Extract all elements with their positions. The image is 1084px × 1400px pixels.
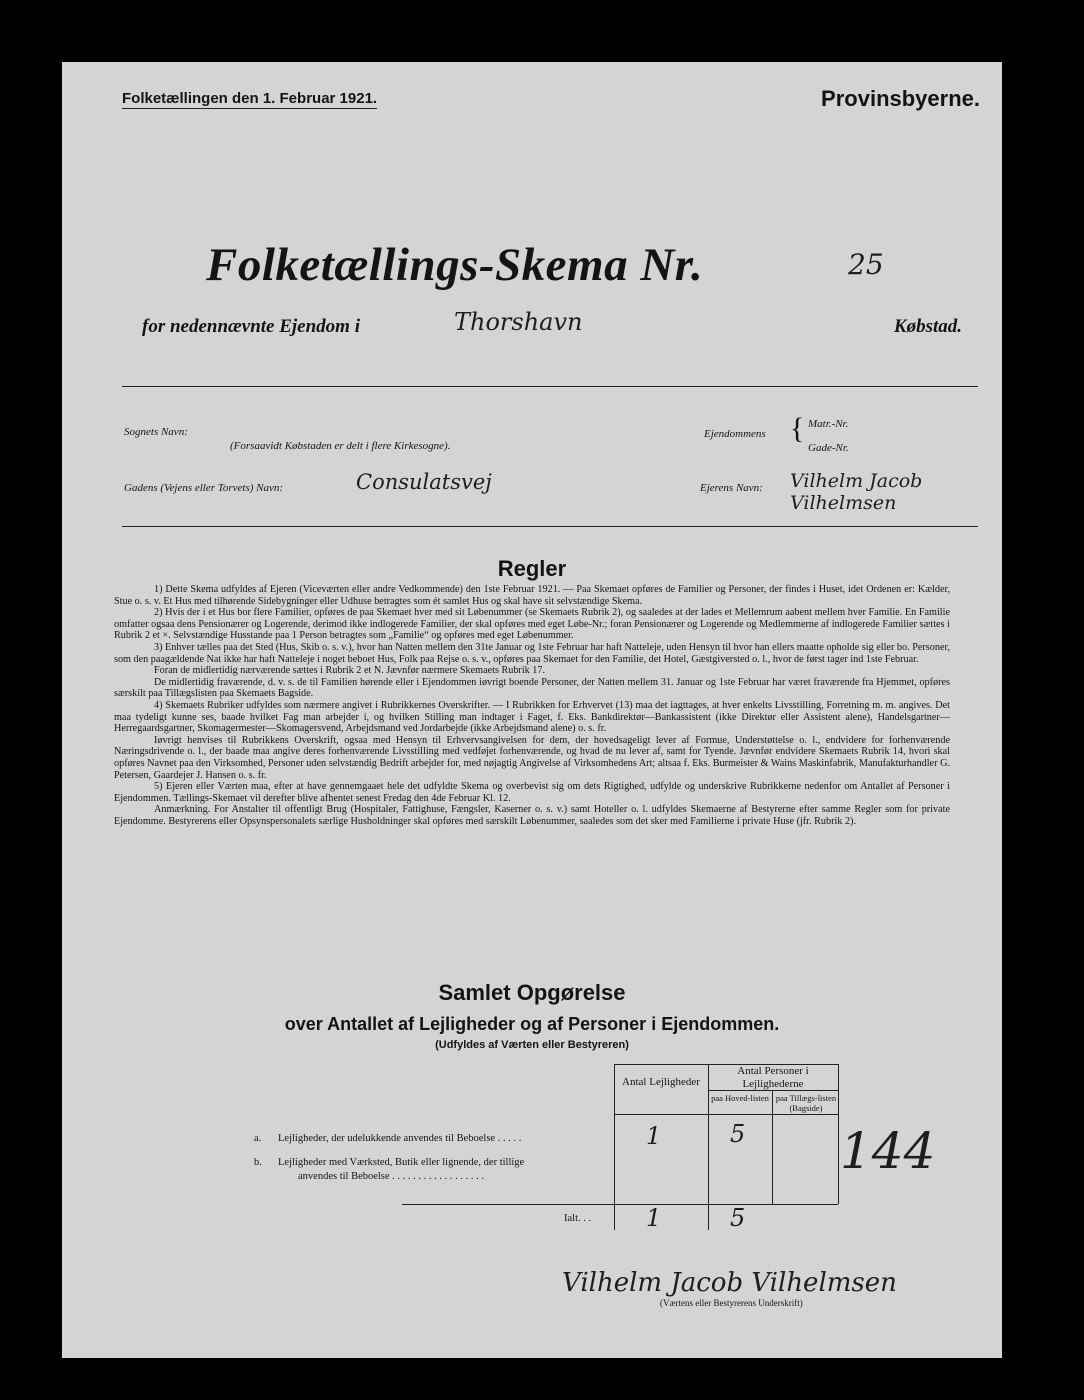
col-lejligheder-header: Antal Lejligheder — [622, 1076, 700, 1088]
census-date-header: Folketællingen den 1. Februar 1921. — [122, 90, 378, 107]
sogn-note: (Forsaavidt Købstaden er delt i flere Kirkesogne). — [230, 440, 451, 452]
form-number: 25 — [848, 248, 884, 281]
regler-heading: Regler — [497, 556, 567, 581]
row-b-label: Lejligheder med Værksted, Butik eller lignende, der tillige — [278, 1157, 525, 1168]
summary-note: (Udfyldes af Værten eller Bestyreren) — [435, 1039, 629, 1051]
margin-note: 144 — [840, 1122, 936, 1180]
regler-paragraph: De midlertidig fraværende, d. v. s. de til Familien hørende eller i Ejendommen iøvrigt boende Personer, der Natten mellem 31. Januar og 1ste Februar har været fraværende fra Hjemmet, opføres særskilt paa Tillægslisten paa Skemaets Bagside. — [114, 676, 950, 700]
regler-paragraph: Anmærkning. For Anstalter til offentligt Brug (Hospitaler, Fattighuse, Fængsler, Kaserner o. s. v.) samt Hoteller o. l. udfyldes Skemaerne af Bestyrerne efter samme Regler som for private Ejendomme. Bestyrerens eller Opsynspersonalets særlige Husholdninger skal opføres med særskilt Løbenummer, saaledes som det sker med Familierne i private Huse (jfr. Rubrik 2). — [114, 804, 950, 827]
census-form — [62, 62, 1002, 1358]
row-a-letter: a. — [254, 1133, 262, 1144]
summary-title: Samlet Opgørelse — [438, 980, 626, 1005]
town-name: Thorshavn — [454, 308, 583, 336]
summary-table — [242, 1064, 842, 1230]
table-line — [614, 1114, 838, 1115]
row-b-letter: b. — [254, 1157, 262, 1168]
summary-subtitle: over Antallet af Lejligheder og af Personer i Ejendommen. — [284, 1014, 780, 1034]
signature: Vilhelm Jacob Vilhelmsen — [562, 1268, 897, 1298]
matr-label: Matr.-Nr. — [808, 418, 849, 430]
total-label: Ialt. . . — [564, 1213, 592, 1224]
ejer-value: Vilhelm Jacob Vilhelmsen — [790, 470, 923, 514]
gade-nr-label: Gade-Nr. — [808, 442, 849, 454]
regler-paragraph: 5) Ejeren eller Værten maa, efter at have gennemgaaet hele det udfyldte Skema og overbevist sig om dets Rigtighed, udfylde og underskrive Rubrikkerne nedenfor om Antallet af Personer i Ejendommen. Tællings-Skemaet vil derefter blive afhentet senest Fredag den 4de Februar Kl. 12. — [114, 781, 950, 804]
ejendom-label: Ejendommens — [704, 428, 766, 440]
divider-bottom — [122, 526, 978, 527]
total-lejligheder: 1 — [646, 1204, 662, 1232]
form-title: Folketællings-Skema Nr. — [206, 239, 704, 291]
table-line — [402, 1204, 838, 1205]
col-hovedlisten-header: paa Hoved-listen — [711, 1093, 769, 1103]
region-header: Provinsbyerne. — [821, 86, 980, 111]
form-subtitle: for nedennævnte Ejendom i — [142, 316, 360, 337]
kobstad-label: Købstad. — [893, 316, 962, 337]
regler-paragraph: 3) Enhver tælles paa det Sted (Hus, Skib o. s. v.), hvor han Natten mellem den 31te Januar og 1ste Februar har haft Natteleje, uden Hensyn til hvor han ellers maatte opholde sig eller bo. Personer, som den paagældende Nat ikke har haft Natteleje i noget beboet Hus, Folk paa Rejse o. s. v., opføres paa Skemaet for den Familie, det Hotel, Gæstgiversted o. l., hvor de først tager ind 1ste Februar. — [114, 641, 950, 665]
regler-paragraph: Iøvrigt henvises til Rubrikkens Overskrift, ogsaa med Hensyn til Erhvervsangivelsen for dem, der hovedsageligt lever af Formue, Understøttelse o. l., endvidere for forhenværende Næringsdrivende o. l., der baade maa angive deres forhenværende Livsstilling med vedføjet forhenværende, og hvad de nu lever af, samt for Tyende. Jævnfør endvidere Skemaets Rubrik 14, hvori skal opføres Navnet paa den Virksomhed, Personer uden selvstændig Bedrift arbejder for, med nøjagtig Angivelse af Virksomhedens Art; altsaa f. Eks. Burmeister & Wains Maskinfabrik, Manufakturhandler G. Petersen, Gaardejer J. Hansen o. s. fr. — [114, 734, 950, 781]
signature-label: (Værtens eller Bestyrerens Underskrift) — [660, 1298, 803, 1308]
row-a-lejligheder: 1 — [646, 1122, 662, 1150]
row-b-label-cont: anvendes til Beboelse . . . . . . . . . . . . . . . . . . — [298, 1171, 485, 1182]
ejer-label: Ejerens Navn: — [700, 482, 763, 494]
row-a-personer: 5 — [730, 1120, 746, 1148]
col-personer-header: Antal Personer i Lejlighederne — [737, 1065, 809, 1090]
table-line — [772, 1090, 773, 1204]
divider-top — [122, 386, 978, 387]
brace-icon: { — [790, 412, 805, 445]
regler-text — [114, 584, 950, 827]
regler-paragraph: Foran de midlertidig nærværende sættes i Rubrik 2 et N. Jævnfør nærmere Skemaets Rubrik 17. — [154, 665, 546, 677]
gade-navn-label: Gadens (Vejens eller Torvets) Navn: — [124, 482, 284, 494]
total-personer: 5 — [730, 1204, 746, 1232]
regler-paragraph: 2) Hvis der i et Hus bor flere Familier, opføres de paa Skemaet hver med sit Løbenummer (se Skemaets Rubrik 2), og saaledes at der lades et Mellemrum aabent mellem hver Familie. En Familie omfatter ogsaa dens Pensionærer og Logerende, derimod ikke indlogerede Familier, der skal opføres med eget Løbe-Nr.; foran Pensionærer og Logerende og Medlemmerne af indlogerede Familier sættes i Rubrik 2 et ×. Selvstændige Husstande paa 1 Person betragtes som „Familie“ og opføres med eget Løbenummer. — [114, 607, 950, 642]
regler-paragraph: 4) Skemaets Rubriker udfyldes som nærmere angivet i Rubrikkernes Overskrifter. — I Rubrikken for Erhvervet (13) maa det iagttages, at hver enkelts Livsstilling, Forretning m. m. angives. Det maa tydeligt kunne ses, baade hvilket Fag man arbejder i, og hvilken Stilling man indtager i Faget, f. Eks. Bankdirektør—Bankassistent (ikke Direktør eller Assistent alene), Handelsgartner—Herregaardsgartner, Skomagermester—Skomagersvend, Arbejdsmand ved Jordarbejde (ikke Arbejdsmand alene) o. s. fr. — [114, 699, 950, 735]
col-tillaeg-header: paa Tillægs-listen (Bagside) — [775, 1093, 837, 1113]
sogn-label: Sognets Navn: — [124, 426, 188, 438]
gade-navn-value: Consulatsvej — [356, 470, 492, 494]
table-line — [838, 1064, 839, 1204]
regler-paragraph: 1) Dette Skema udfyldes af Ejeren (Viceværten eller andre Vedkommende) den 1ste Februar 1921. — Paa Skemaet opføres de Familier og Personer, der findes i Huset, idet Ordenen er: Kælder, Stue o. s. v. Et Hus med tilhørende Sidebygninger eller Udhuse betragtes som ét samlet Hus og skal have sit selvstændige Skema. — [114, 584, 950, 607]
row-a-label: Lejligheder, der udelukkende anvendes til Beboelse . . . . . — [278, 1133, 522, 1144]
